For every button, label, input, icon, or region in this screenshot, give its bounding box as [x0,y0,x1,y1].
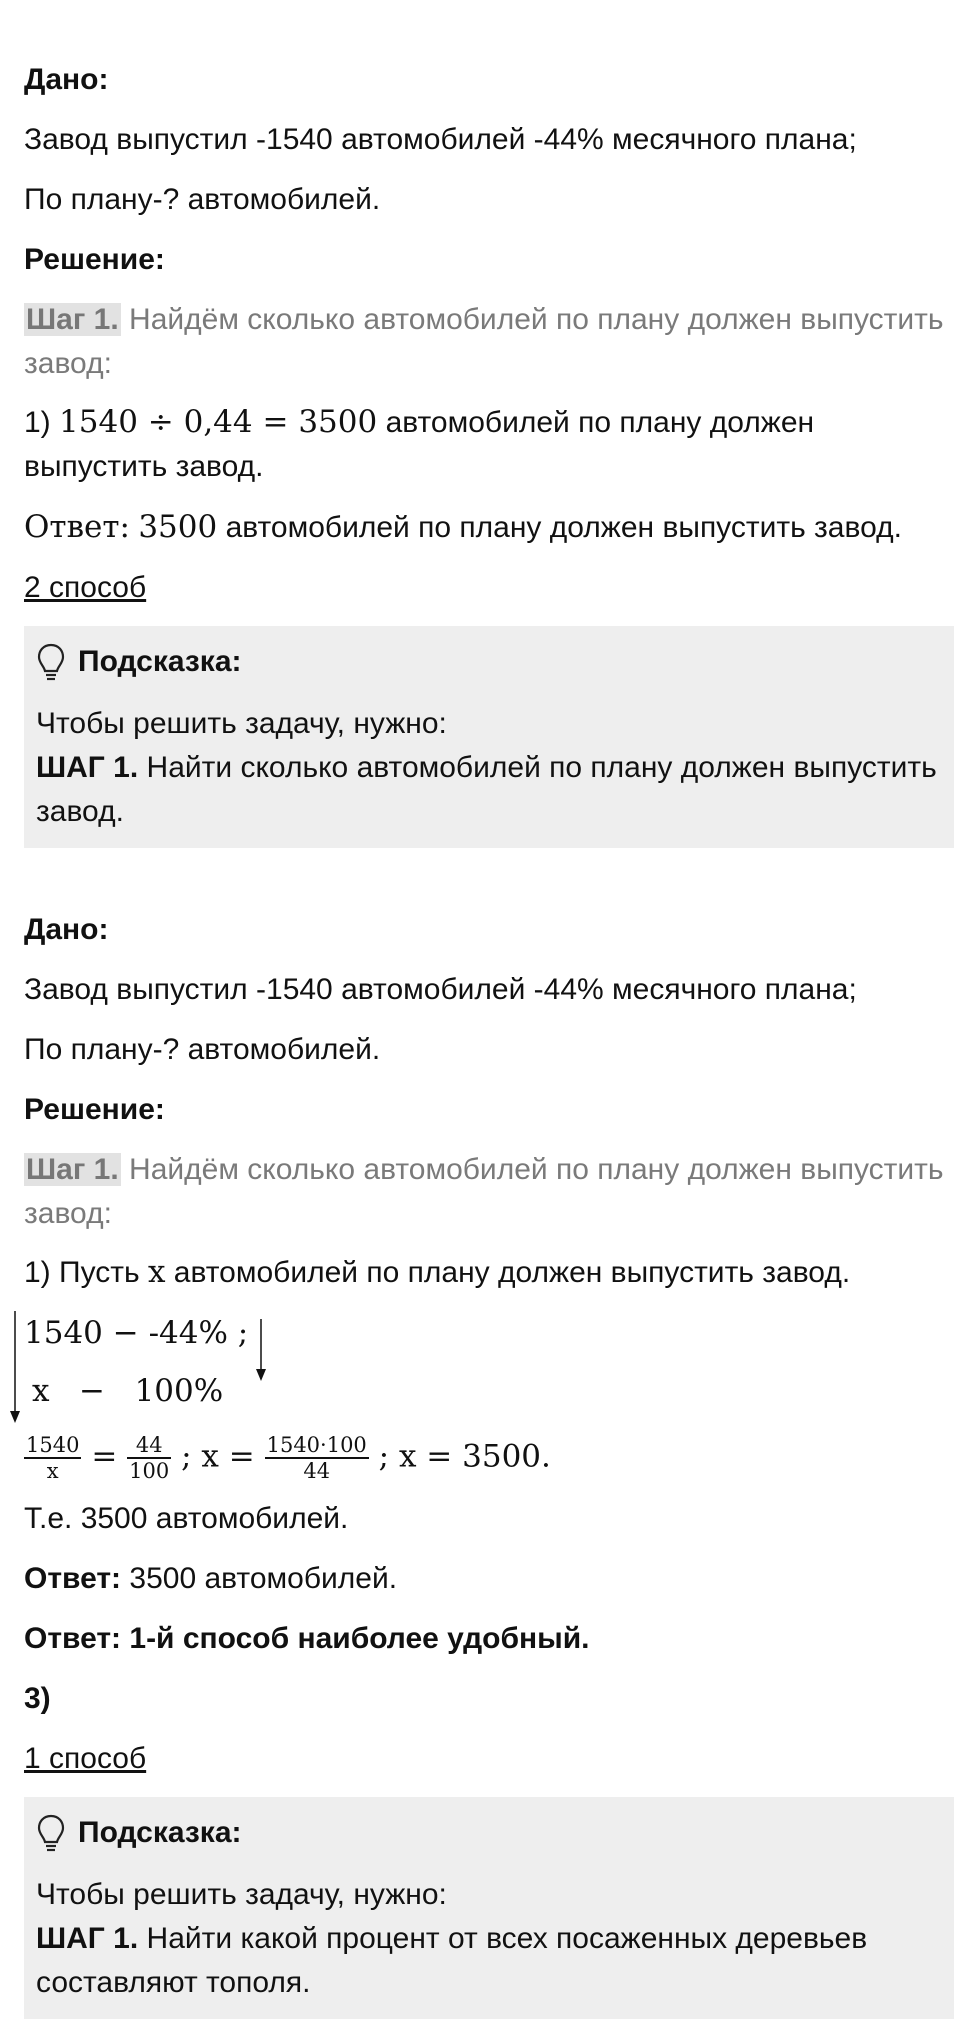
part-3-label: 3) [24,1682,51,1715]
hint-title: Подсказка: [78,645,242,678]
fraction [24,1433,81,1483]
step-label: Шаг 1. [26,303,119,336]
given-heading: Дано: [24,63,109,96]
step-description [24,298,954,386]
hint-header [36,640,942,684]
given-line: По плану-? автомобилей. [24,183,381,216]
hint-header [36,1811,942,1855]
proportion-row: 1540 − -44% ; [24,1315,249,1351]
equation-part: ; x = 3500. [378,1438,551,1475]
equation-part: ; x = [181,1438,255,1475]
step-label: Шаг 1. [26,1153,119,1186]
step-description [24,1148,954,1236]
given-heading: Дано: [24,913,109,946]
fraction-denominator: 44 [303,1459,331,1483]
lightbulb-icon [36,642,66,682]
arrow-down-icon [10,1311,20,1423]
given-line: Завод выпустил -1540 автомобилей -44% месячного плана; [24,123,857,156]
solution-text: 1) Пусть [24,1256,140,1289]
fraction-numerator: 1540 [26,1433,80,1457]
method-link-text[interactable]: 2 способ [24,571,147,604]
given-line: Завод выпустил -1540 автомобилей -44% месячного плана; [24,973,857,1006]
lightbulb-icon [36,1813,66,1853]
answer-label: Ответ: [24,1562,122,1595]
hint-step-label: ШАГ 1. [36,1922,139,1955]
method-1-link[interactable] [24,1737,954,1781]
fraction [265,1433,369,1483]
solution-text: автомобилей по плану должен выпустить завод. [24,406,815,483]
step-text: Найдём сколько автомобилей по плану должен выпустить завод: [24,1153,944,1230]
hint-box [24,626,954,848]
hint-step-text: Найти сколько автомобилей по плану должен выпустить завод. [36,751,937,828]
variable: x [147,1254,166,1290]
proportion-row: x − 100% [32,1373,224,1409]
result-line: Т.е. 3500 автомобилей. [24,1502,349,1535]
solution-line [24,1250,954,1295]
solution-heading: Решение: [24,243,165,276]
solution-page [24,58,954,2019]
fraction [127,1433,171,1483]
hint-title: Подсказка: [78,1816,242,1849]
equation-line [24,1433,954,1483]
method-2-link[interactable] [24,566,954,610]
fraction-denominator: 100 [129,1459,170,1483]
fraction-numerator: 1540·100 [266,1433,367,1457]
solution-formula: 1540 ÷ 0,44 = 3500 [59,404,378,440]
answer-label: Ответ: [24,509,130,545]
hint-step-text: Найти какой процент от всех посаженных деревьев составляют тополя. [36,1922,868,1999]
answer-text: автомобилей по плану должен выпустить завод. [225,511,902,544]
step-text: Найдём сколько автомобилей по плану должен выпустить завод: [24,303,944,380]
answer-text: 3500 автомобилей. [129,1562,398,1595]
given-line: По плану-? автомобилей. [24,1033,381,1066]
solution-text: автомобилей по плану должен выпустить завод. [173,1256,851,1289]
hint-step-label: ШАГ 1. [36,751,139,784]
hint-box [24,1797,954,2019]
solution-number: 1) [24,406,51,439]
arrow-down-icon [256,1319,266,1381]
fraction-denominator: x [46,1459,59,1483]
solution-line [24,400,954,489]
fraction-numerator: 44 [127,1433,171,1459]
method-link-text[interactable]: 1 способ [24,1742,147,1775]
hint-step [36,1917,942,2005]
hint-intro: Чтобы решить задачу, нужно: [36,1878,447,1911]
answer-value: 3500 [138,509,218,545]
solution-heading: Решение: [24,1093,165,1126]
proportion-block [24,1311,954,1425]
answer-line [24,505,954,550]
answer-line [24,1557,954,1601]
hint-step [36,746,942,834]
hint-intro: Чтобы решить задачу, нужно: [36,707,447,740]
final-answer: Ответ: 1-й способ наиболее удобный. [24,1622,590,1655]
equals-sign: = [91,1438,118,1475]
